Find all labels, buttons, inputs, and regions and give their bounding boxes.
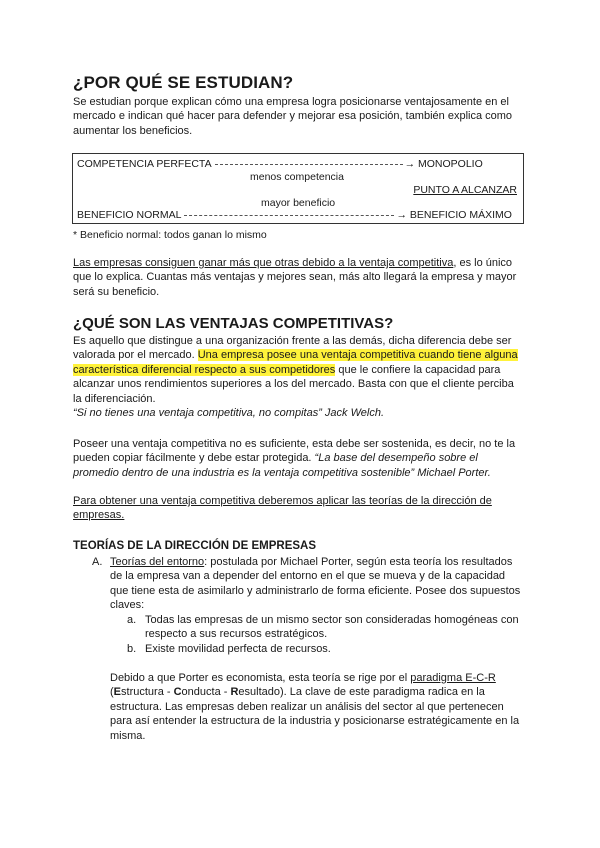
intro-line-3: aumentar los beneficios. — [73, 124, 193, 137]
assumption-a-line-2: respecto a sus recursos estratégicos. — [145, 628, 328, 641]
adv-line-5: la diferenciación. — [73, 392, 156, 405]
ecr-word-structure: structura - — [121, 686, 174, 699]
ecr-letter-e: E — [113, 686, 122, 699]
less-competition-label: menos competencia — [250, 171, 344, 183]
intro-line-2: mercado e indican qué hacer para defender y mejorar esa posición, también explica como — [73, 110, 513, 123]
ecr-paradigm-paragraph — [110, 671, 527, 743]
ecr-letter-c: C — [173, 686, 182, 699]
section-title-advantages: ¿QUÉ SON LAS VENTAJAS COMPETITIVAS? — [73, 315, 394, 332]
section-title-why: ¿POR QUÉ SE ESTUDIAN? — [73, 73, 294, 92]
adv-line-2a: valorada por el mercado. — [73, 349, 198, 362]
arrow-right-icon: → — [396, 209, 407, 221]
sustained-advantage-paragraph — [73, 437, 527, 480]
ecr-line-3: estructura. Las empresas deben realizar un análisis del sector al que pertenecen — [110, 700, 504, 713]
ecr-word-conduct: onducta - — [181, 686, 231, 699]
adv-line-1: Es aquello que distingue a una organización frente a las demás, dicha diferencia debe ser — [73, 335, 512, 347]
monopoly-label: MONOPOLIO — [418, 158, 483, 170]
competitive-advantage-paragraph — [73, 256, 527, 299]
porter-quote-1: “La base del desempeño sobre el — [314, 452, 478, 465]
ecr-letter-r: R — [230, 686, 239, 699]
theory-a-line-4: claves: — [110, 599, 145, 612]
perfect-competition-label: COMPETENCIA PERFECTA — [77, 158, 212, 170]
theory-environment-item — [110, 555, 527, 613]
diagram-footnote: * Beneficio normal: todos ganan lo mismo — [73, 229, 267, 241]
intro-line-1: Se estudian porque explican cómo una empresa logra posicionarse ventajosamente en el — [73, 96, 509, 108]
ecr-open-paren: ( — [110, 686, 114, 699]
porter-author: Michael Porter. — [414, 466, 491, 479]
porter-quote-2: promedio dentro de una industria es la ventaja competitiva sostenible” — [73, 466, 415, 479]
section-title-theories: TEORÍAS DE LA DIRECCIÓN DE EMPRESAS — [73, 540, 317, 552]
highlight-definition-2: característica diferencial respecto a sus competidores — [73, 363, 336, 376]
theory-a-line-2: de la empresa van a depender del entorno en el que se mueva y de la capacidad — [110, 570, 506, 583]
welch-author: Jack Welch. — [321, 407, 385, 420]
list-marker-a: A. — [92, 556, 103, 568]
adv-line-3b: que le confiere la capacidad para — [335, 363, 501, 376]
sust-line-2a: pueden copiar fácilmente y debe estar protegida. — [73, 452, 315, 465]
para1-rest: , es lo único — [453, 257, 513, 269]
diagram-row-profit — [77, 209, 512, 221]
ecr-word-result: esultado). La clave de este paradigma radica en la — [238, 686, 485, 699]
goal-label: PUNTO A ALCANZAR — [413, 184, 517, 196]
diagram-row-competition — [77, 158, 483, 170]
ecr-line-4: para así entender la estructura de la industria y posicionarse estratégicamente en la — [110, 715, 520, 728]
sust-line-1: Poseer una ventaja competitiva no es suficiente, esta debe ser sostenida, es decir, no te la — [73, 438, 516, 450]
sub-marker-b: b. — [127, 643, 137, 655]
normal-profit-label: BENEFICIO NORMAL — [77, 209, 182, 221]
welch-quote: “Si no tienes una ventaja competitiva, no compitas” — [73, 407, 322, 420]
competition-diagram — [72, 153, 524, 224]
intro-paragraph — [73, 95, 527, 138]
theory-a-line-1: : postulada por Michael Porter, según esta teoría los resultados — [204, 556, 513, 568]
advantages-paragraph — [73, 334, 527, 420]
key-statement: Las empresas consiguen ganar más que otras debido a la ventaja competitiva — [73, 257, 454, 269]
theory-a-line-3: que tiene esta de asimilarlo y administrarlo de forma eficiente. Posee dos supuestos — [110, 584, 521, 597]
theories-intro-line-2: empresas. — [73, 509, 125, 522]
ecr-paradigm-label: paradigma E-C-R — [410, 672, 496, 684]
highlight-definition-1: Una empresa posee una ventaja competitiva cuando tiene alguna — [197, 349, 518, 362]
sub-marker-a: a. — [127, 614, 137, 626]
adv-line-4: alcanzar unos rendimientos superiores a los del mercado. Basta con que el cliente perciba — [73, 378, 514, 391]
theory-environment-label: Teorías del entorno — [110, 556, 205, 568]
para1-line-2: que lo explica. Cuantas más ventajas y mejores sean, más alto llegará la empresa y mayor — [73, 271, 517, 284]
ecr-line-1a: Debido a que Porter es economista, esta teoría se rige por el — [110, 672, 411, 684]
para1-line-3: será su beneficio. — [73, 285, 160, 298]
max-profit-label: BENEFICIO MÁXIMO — [409, 209, 512, 221]
ecr-line-5: misma. — [110, 729, 146, 742]
assumption-mobility: Existe movilidad perfecta de recursos. — [145, 643, 331, 655]
arrow-right-icon: → — [404, 158, 416, 170]
theories-intro-line-1: Para obtener una ventaja competitiva deberemos aplicar las teorías de la dirección de — [73, 495, 492, 507]
theories-intro-paragraph — [73, 494, 527, 523]
assumption-a-line-1: Todas las empresas de un mismo sector son consideradas homogéneas con — [145, 614, 519, 626]
assumption-homogeneous — [145, 613, 527, 642]
more-profit-label: mayor beneficio — [261, 197, 336, 209]
